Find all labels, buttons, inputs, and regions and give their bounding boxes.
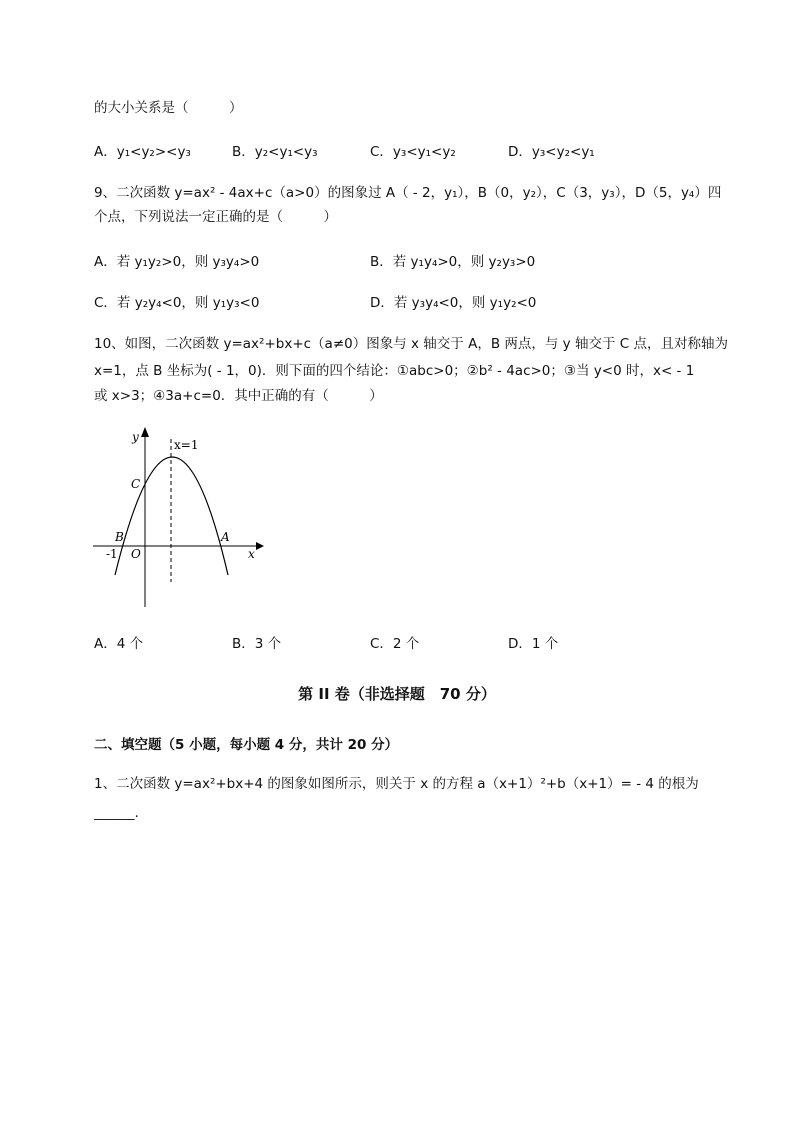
point-b-label: B xyxy=(115,530,124,544)
minus-one-label: -1 xyxy=(106,547,118,561)
x-axis-label: x xyxy=(248,547,255,561)
q10-option-d: D．1 个 xyxy=(508,636,559,652)
point-a-label: A xyxy=(221,530,230,544)
q10-stem-line1: 10、如图，二次函数 y=ax²+bx+c（a≠0）图象与 x 轴交于 A，B 两点，与 y 轴交于 C 点，且对称轴为 xyxy=(94,336,728,352)
q10-option-c: C．2 个 xyxy=(370,636,420,652)
q9-option-d: D．若 y₃y₄<0，则 y₁y₂<0 xyxy=(370,295,537,311)
q9-stem-line2: 个点，下列说法一定正确的是（ ） xyxy=(94,209,337,225)
q9-option-a: A．若 y₁y₂>0，则 y₃y₄>0 xyxy=(94,254,260,270)
q9-option-c: C．若 y₂y₄<0，则 y₁y₃<0 xyxy=(94,295,260,311)
symmetry-axis-label: x=1 xyxy=(174,438,199,452)
fill1-answer-blank: ______. xyxy=(94,805,139,821)
q10-stem-line2: x=1，点 B 坐标为( - 1，0)．则下面的四个结论：①abc>0；②b² - 4ac>0；③当 y<0 时，x< - 1 xyxy=(94,363,695,379)
y-axis-arrow xyxy=(141,427,149,437)
section-title: 二、填空题（5 小题，每小题 4 分，共计 20 分） xyxy=(94,737,399,753)
part-two-title: 第 II 卷（非选择题 70 分） xyxy=(298,685,496,703)
origin-label: O xyxy=(131,547,141,561)
q9-stem-line1: 9、二次函数 y=ax² - 4ax+c（a>0）的图象过 A（ - 2，y₁），B（0，y₂），C（3，y₃），D（5，y₄）四 xyxy=(94,185,722,201)
fill1-stem-line1: 1、二次函数 y=ax²+bx+4 的图象如图所示，则关于 x 的方程 a（x+1）²+b（x+1）= - 4 的根为 xyxy=(94,776,699,792)
q8-option-b: B．y₂<y₁<y₃ xyxy=(232,144,318,160)
x-axis-arrow xyxy=(256,542,264,550)
q10-stem-line3: 或 x>3；④3a+c=0．其中正确的有（ ） xyxy=(94,388,383,404)
q9-option-b: B．若 y₁y₄>0，则 y₂y₃>0 xyxy=(370,254,536,270)
q8-option-d: D．y₃<y₂<y₁ xyxy=(508,144,595,160)
q10-option-b: B．3 个 xyxy=(232,636,282,652)
y-axis-label: y xyxy=(132,430,139,444)
q8-option-a: A．y₁<y₂><y₃ xyxy=(94,144,191,160)
point-c-label: C xyxy=(131,477,141,491)
question-8-stem-end: 的大小关系是（ ） xyxy=(94,100,243,116)
parabola-figure xyxy=(90,425,270,610)
q10-option-a: A．4 个 xyxy=(94,636,144,652)
q8-option-c: C．y₃<y₁<y₂ xyxy=(370,144,456,160)
